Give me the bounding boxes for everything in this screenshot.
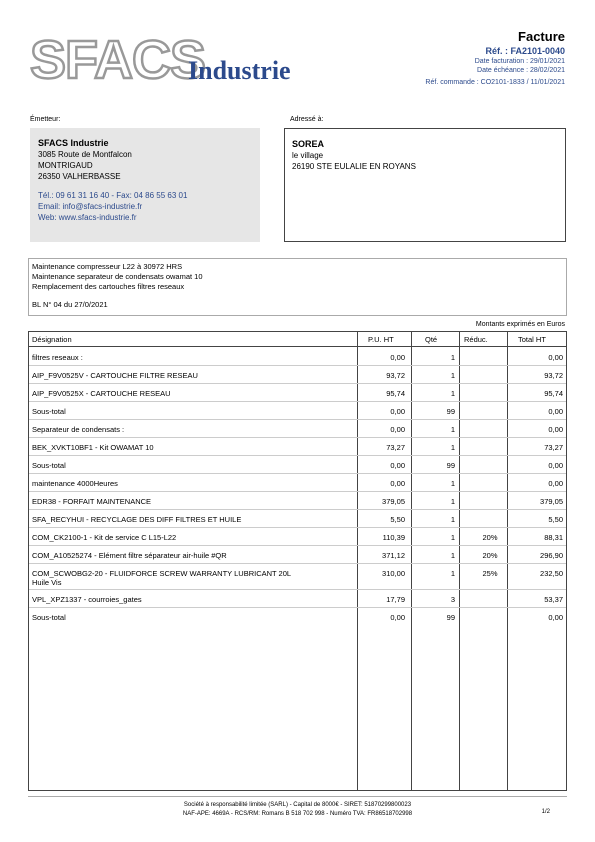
- row-quantity: 1: [450, 515, 455, 524]
- row-unit-price: 0,00: [390, 353, 405, 362]
- row-quantity: 1: [450, 497, 455, 506]
- page-number: 1/2: [541, 809, 550, 815]
- row-total: 0,00: [548, 461, 563, 470]
- table-row: [29, 475, 566, 492]
- row-quantity: 1: [450, 479, 455, 488]
- table-row: [29, 609, 566, 626]
- row-unit-price: 0,00: [390, 407, 405, 416]
- order-ref: Réf. commande : CO2101-1833 / 11/01/2021: [425, 79, 565, 86]
- row-quantity: 1: [450, 371, 455, 380]
- logo-subtitle: Industrie: [188, 56, 291, 85]
- emitter-web[interactable]: Web: www.sfacs-industrie.fr: [38, 213, 137, 222]
- row-designation: maintenance 4000Heures: [32, 479, 118, 488]
- emitter-phone: Tél.: 09 61 31 16 40 - Fax: 04 86 55 63 01: [38, 191, 188, 200]
- table-row: [29, 421, 566, 438]
- row-quantity: 1: [450, 551, 455, 560]
- row-quantity: 99: [446, 407, 455, 416]
- emitter-email[interactable]: Email: info@sfacs-industrie.fr: [38, 202, 143, 211]
- due-date: Date échéance : 28/02/2021: [477, 67, 565, 74]
- row-unit-price: 0,00: [390, 613, 405, 622]
- footer-line: NAF-APE: 4669A - RCS/RM: Romans B 518 702 998 - Numéro TVA: FR86518702998: [182, 810, 413, 817]
- emitter-address-1: 3085 Route de Montfalcon: [38, 150, 132, 159]
- row-designation-extra: Huile Vis: [32, 578, 62, 587]
- row-unit-price: 93,72: [386, 371, 405, 380]
- emitter-label: Émetteur:: [30, 116, 61, 123]
- table-row: [29, 529, 566, 546]
- description-box: [28, 258, 567, 316]
- row-quantity: 1: [450, 389, 455, 398]
- row-quantity: 1: [450, 425, 455, 434]
- row-quantity: 1: [450, 533, 455, 542]
- table-row: [29, 565, 566, 590]
- row-total: 88,31: [544, 533, 563, 542]
- header-quantity: Qté: [425, 335, 438, 344]
- row-unit-price: 0,00: [390, 461, 405, 470]
- row-total: 0,00: [548, 613, 563, 622]
- header-total: Total HT: [518, 335, 546, 344]
- row-quantity: 99: [446, 613, 455, 622]
- emitter-box: [30, 128, 260, 242]
- header-designation: Désignation: [32, 335, 72, 344]
- row-total: 379,05: [540, 497, 563, 506]
- row-quantity: 1: [450, 443, 455, 452]
- recipient-address-1: le village: [292, 151, 324, 160]
- row-total: 73,27: [544, 443, 563, 452]
- row-unit-price: 17,79: [386, 595, 405, 604]
- row-designation: Sous-total: [32, 613, 66, 622]
- table-row: [29, 403, 566, 420]
- emitter-address-3: 26350 VALHERBASSE: [38, 172, 121, 181]
- invoice-title: Facture: [518, 29, 565, 44]
- table-row: [29, 493, 566, 510]
- row-designation: COM_A10525274 - Elément filtre séparateur air-huile #QR: [32, 551, 227, 560]
- row-designation: Sous-total: [32, 407, 66, 416]
- legal-footer: [28, 796, 567, 818]
- row-designation: Sous-total: [32, 461, 66, 470]
- emitter-name: SFACS Industrie: [38, 138, 109, 148]
- row-total: 93,72: [544, 371, 563, 380]
- row-designation: EDR38 - FORFAIT MAINTENANCE: [32, 497, 152, 506]
- row-designation: SFA_RECYHUI - RECYCLAGE DES DIFF FILTRES ET HUILE: [32, 515, 242, 524]
- invoice-date: Date facturation : 29/01/2021: [474, 58, 565, 65]
- row-designation: filtres reseaux :: [32, 353, 83, 362]
- invoice-table: [28, 331, 567, 791]
- row-unit-price: 0,00: [390, 479, 405, 488]
- table-row: [29, 457, 566, 474]
- row-total: 0,00: [548, 407, 563, 416]
- row-designation: COM_CK2100-1 - Kit de service C L15-L22: [32, 533, 177, 542]
- table-row: [29, 439, 566, 456]
- table-row: [29, 367, 566, 384]
- table-row: [29, 511, 566, 528]
- row-total: 95,74: [544, 389, 563, 398]
- row-designation: AIP_F9V0525X - CARTOUCHE RESEAU: [32, 389, 171, 398]
- table-header: [29, 332, 566, 347]
- table-row: [29, 349, 566, 366]
- row-designation: AIP_F9V0525V - CARTOUCHE FILTRE RESEAU: [32, 371, 198, 380]
- recipient-address-2: 26190 STE EULALIE EN ROYANS: [292, 162, 416, 171]
- row-unit-price: 110,39: [382, 533, 405, 542]
- row-quantity: 3: [450, 595, 455, 604]
- row-unit-price: 5,50: [390, 515, 405, 524]
- row-unit-price: 73,27: [386, 443, 405, 452]
- row-unit-price: 379,05: [382, 497, 405, 506]
- row-quantity: 1: [450, 569, 455, 578]
- description-line: Maintenance separateur de condensats owamat 10: [32, 272, 203, 281]
- row-discount: 20%: [482, 533, 498, 542]
- recipient-box: [284, 128, 566, 242]
- description-line: Maintenance compresseur L22 à 30972 HRS: [32, 262, 183, 271]
- header-discount: Réduc.: [464, 335, 488, 344]
- recipient-label: Adressé à:: [290, 116, 324, 123]
- table-row: [29, 547, 566, 564]
- recipient-name: SOREA: [292, 139, 325, 149]
- row-designation: BEK_XVKT10BF1 - Kit OWAMAT 10: [32, 443, 154, 452]
- company-logo: [30, 32, 320, 88]
- row-discount: 25%: [482, 569, 498, 578]
- row-designation: Separateur de condensats :: [32, 425, 125, 434]
- row-total: 5,50: [548, 515, 563, 524]
- invoice-ref: Réf. : FA2101-0040: [485, 46, 565, 56]
- row-designation: COM_SCWOBG2-20 - FLUIDFORCE SCREW WARRANTY LUBRICANT 20L: [32, 569, 292, 578]
- row-unit-price: 371,12: [382, 551, 405, 560]
- row-quantity: 99: [446, 461, 455, 470]
- emitter-address-2: MONTRIGAUD: [38, 161, 93, 170]
- table-row: [29, 385, 566, 402]
- header-unit-price: P.U. HT: [368, 335, 394, 344]
- footer-line: Société à responsabilité limitée (SARL) - Capital de 8000€ - SIRET: 51870299800023: [183, 802, 412, 808]
- row-total: 296,90: [540, 551, 563, 560]
- row-total: 0,00: [548, 479, 563, 488]
- description-line: Remplacement des cartouches filtres reseaux: [32, 282, 185, 291]
- row-quantity: 1: [450, 353, 455, 362]
- row-total: 0,00: [548, 425, 563, 434]
- row-total: 0,00: [548, 353, 563, 362]
- invoice-header: [425, 30, 565, 87]
- logo-mark: SFACS: [30, 30, 206, 90]
- delivery-note: BL N° 04 du 27/0/2021: [32, 300, 108, 309]
- row-discount: 20%: [482, 551, 498, 560]
- row-unit-price: 310,00: [382, 569, 405, 578]
- row-total: 232,50: [540, 569, 563, 578]
- currency-note: Montants exprimés en Euros: [475, 321, 565, 328]
- table-row: [29, 591, 566, 608]
- row-unit-price: 0,00: [390, 425, 405, 434]
- row-designation: VPL_XPZ1337 - courroies_gates: [32, 595, 142, 604]
- row-total: 53,37: [544, 595, 563, 604]
- row-unit-price: 95,74: [386, 389, 405, 398]
